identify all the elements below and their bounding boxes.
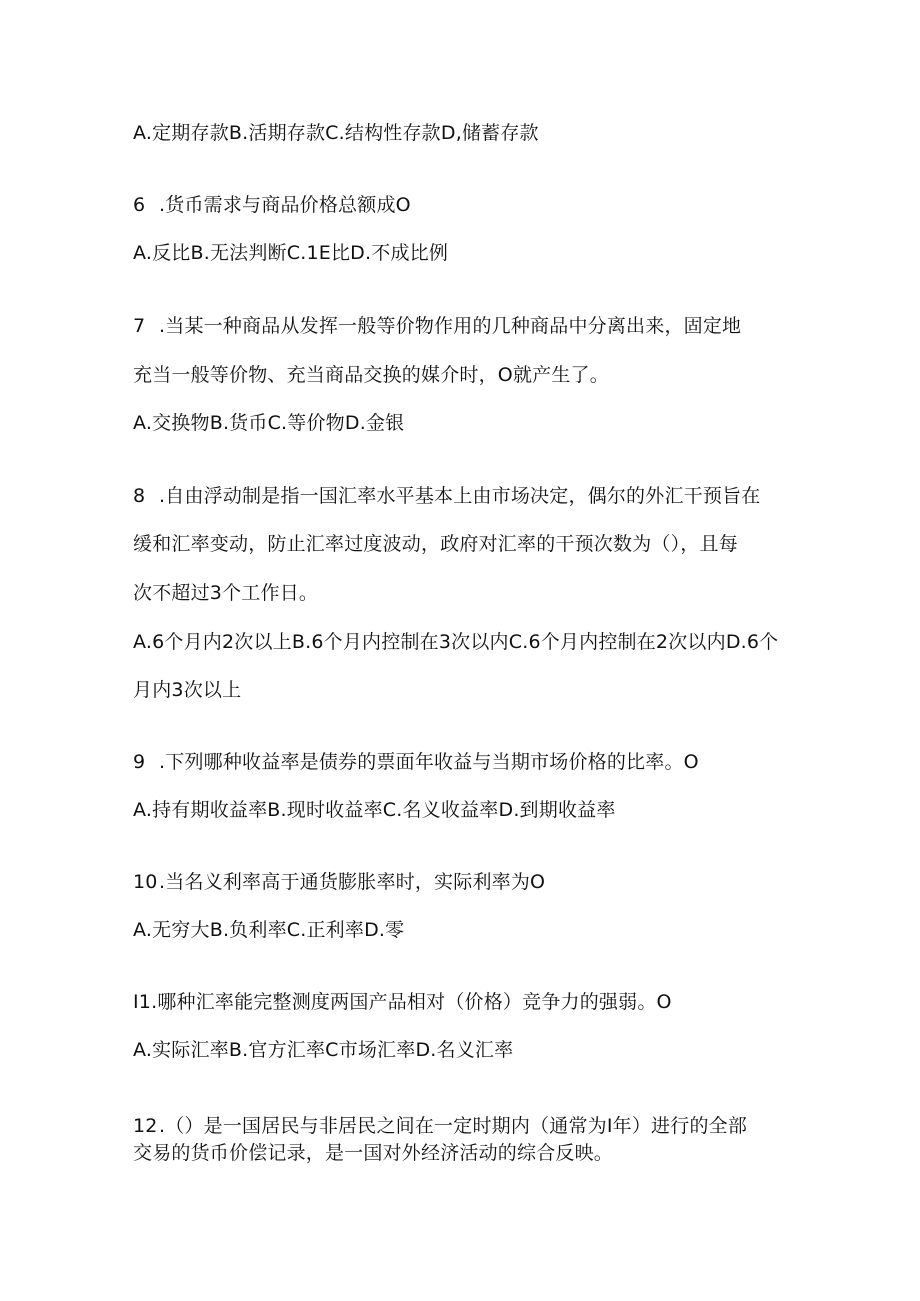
q9-options — [133, 798, 813, 822]
question-number: 6 — [133, 194, 146, 216]
line-text: 缓和汇率变动，防止汇率过度波动，政府对汇率的干预次数为（），且每 — [133, 533, 738, 555]
line-text: A.交换物B.货币C.等价物D.金银 — [133, 412, 405, 434]
line-text: A.定期存款B.活期存款C.结构性存款D,储蓄存款 — [133, 122, 539, 144]
q8-question-line-1 — [133, 484, 813, 508]
q10-options — [133, 918, 813, 942]
line-text: I1.哪种汇率能完整测度两国产品相对（价格）竞争力的强弱。O — [133, 991, 672, 1013]
q8-options-line-1 — [133, 630, 813, 654]
line-text: .当名义利率高于通货膨胀率时，实际利率为O — [159, 871, 546, 893]
line-text: A.反比B.无法判断C.1E比D.不成比例 — [133, 242, 449, 264]
line-text: 次不超过3个工作日。 — [133, 582, 319, 604]
line-text: A.持有期收益率B.现时收益率C.名义收益率D.到期收益率 — [133, 799, 616, 821]
line-text: A.无穷大B.负利率C.正利率D.零 — [133, 919, 405, 941]
question-number: 10 — [133, 871, 158, 893]
q8-options-line-2 — [133, 678, 813, 702]
q12-question-line-2 — [133, 1141, 813, 1165]
line-text: .（）是一国居民与非居民之间在一定时期内（通常为I年）进行的全部 — [159, 1115, 748, 1137]
q10-question — [133, 870, 813, 894]
line-text: 交易的货币价偿记录，是一国对外经济活动的综合反映。 — [133, 1142, 614, 1164]
q7-question-line-2 — [133, 363, 813, 387]
line-text: A.6个月内2次以上B.6个月内控制在3次以内C.6个月内控制在2次以内D.6个 — [133, 631, 779, 653]
q6-options — [133, 241, 813, 265]
question-number: 7 — [133, 315, 146, 337]
q5-options — [133, 121, 813, 145]
q8-question-line-2 — [133, 532, 813, 556]
line-text: .当某一种商品从发挥一般等价物作用的几种商品中分离出来，固定地 — [159, 315, 742, 337]
question-number: 9 — [133, 751, 146, 773]
question-number: 8 — [133, 485, 146, 507]
q11-options — [133, 1038, 813, 1062]
line-text: 月内3次以上 — [133, 679, 242, 701]
line-text: 充当一般等价物、充当商品交换的媒介时，O就产生了。 — [133, 364, 609, 386]
q12-question-line-1 — [133, 1114, 813, 1138]
line-text: .自由浮动制是指一国汇率水平基本上由市场决定，偶尔的外汇干预旨在 — [159, 485, 761, 507]
line-text: A.实际汇率B.官方汇率C市场汇率D.名义汇率 — [133, 1039, 514, 1061]
line-text: .下列哪种收益率是债券的票面年收益与当期市场价格的比率。O — [159, 751, 699, 773]
q9-question — [133, 750, 813, 774]
q7-options — [133, 411, 813, 435]
q11-question — [133, 990, 813, 1014]
question-number: 12 — [133, 1115, 158, 1137]
q6-question — [133, 193, 813, 217]
q7-question-line-1 — [133, 314, 813, 338]
q8-question-line-3 — [133, 581, 813, 605]
line-text: .货币需求与商品价格总额成O — [159, 194, 411, 216]
